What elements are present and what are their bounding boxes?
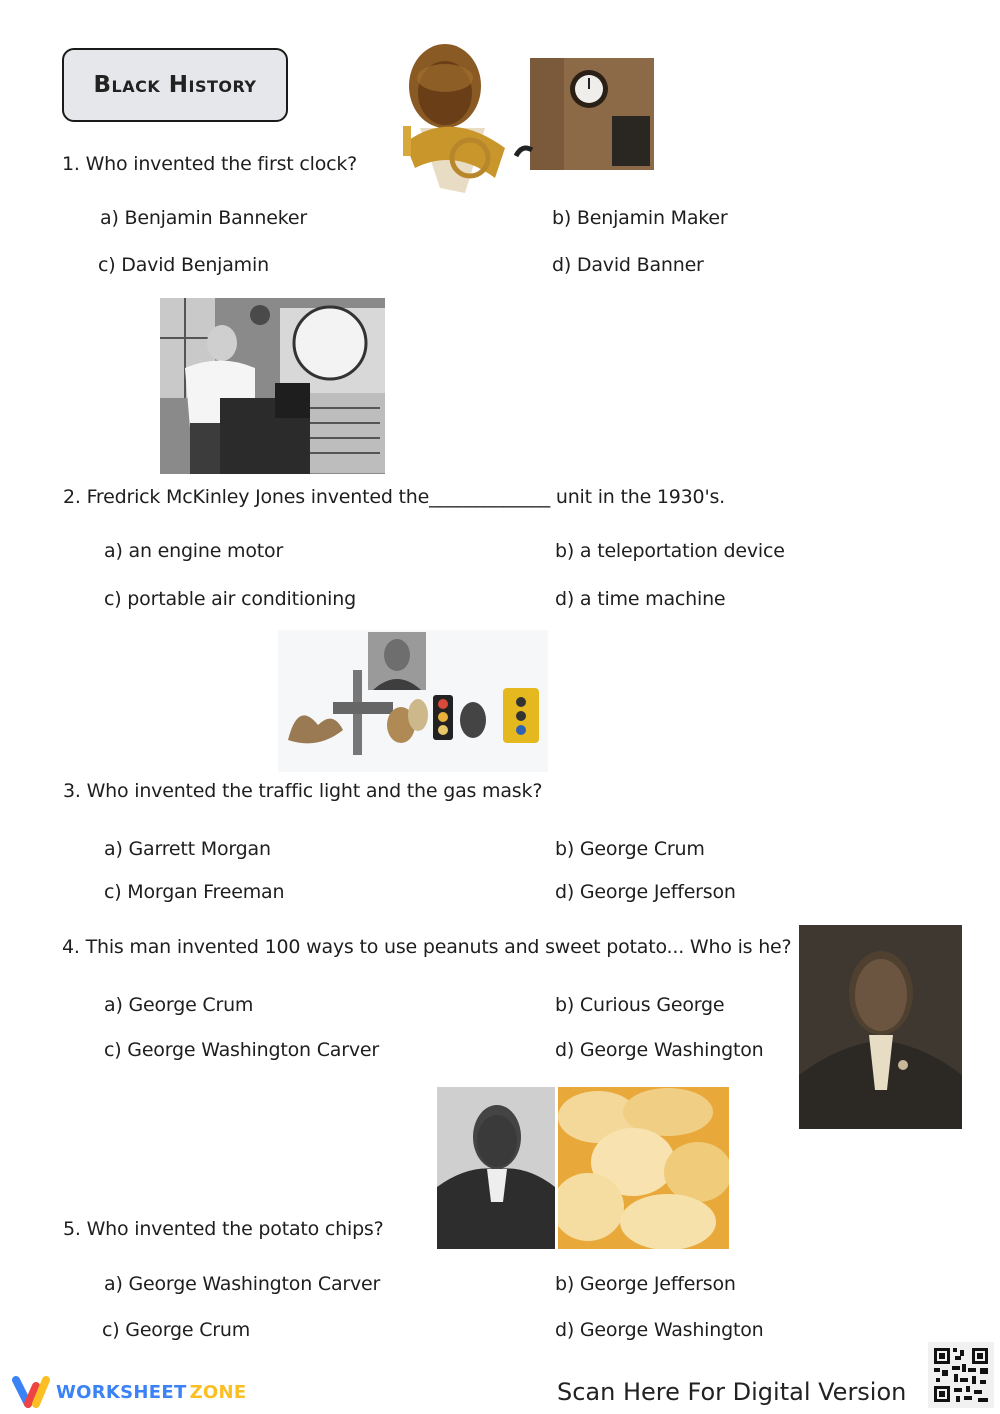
q1-option-b[interactable]: b) Benjamin Maker: [552, 207, 728, 229]
q3-option-b[interactable]: b) George Crum: [555, 838, 705, 860]
question-1-text: 1. Who invented the first clock?: [62, 153, 358, 175]
george-crum-portrait: [437, 1087, 555, 1249]
garrett-morgan-collage: [278, 630, 548, 772]
worksheet-title: Black History: [93, 72, 257, 98]
q5-option-c[interactable]: c) George Crum: [102, 1319, 251, 1341]
q3-option-a[interactable]: a) Garrett Morgan: [104, 838, 271, 860]
worksheetzone-logo[interactable]: [10, 1374, 247, 1410]
q4-option-d[interactable]: d) George Washington: [555, 1039, 764, 1061]
q3-option-d[interactable]: d) George Jefferson: [555, 881, 736, 903]
q1-option-d[interactable]: d) David Banner: [552, 254, 704, 276]
fredrick-jones-photo: [160, 298, 385, 474]
q2-option-d[interactable]: d) a time machine: [555, 588, 726, 610]
q4-option-c[interactable]: c) George Washington Carver: [104, 1039, 379, 1061]
qr-code[interactable]: [928, 1342, 994, 1408]
q4-option-a[interactable]: a) George Crum: [104, 994, 254, 1016]
logo-word-zone: ZONE: [189, 1381, 247, 1403]
worksheet-title-box: [62, 48, 288, 122]
question-5-text: 5. Who invented the potato chips?: [63, 1218, 384, 1240]
qr-code-icon: [928, 1342, 994, 1408]
q5-option-a[interactable]: a) George Washington Carver: [104, 1273, 381, 1295]
q2-option-a[interactable]: a) an engine motor: [104, 540, 284, 562]
q2-option-c[interactable]: c) portable air conditioning: [104, 588, 356, 610]
q4-option-b[interactable]: b) Curious George: [555, 994, 725, 1016]
carver-portrait: [799, 925, 962, 1129]
scan-here-text: Scan Here For Digital Version: [557, 1378, 907, 1406]
question-2-text: 2. Fredrick McKinley Jones invented the_____________ unit in the 1930's.: [63, 486, 726, 508]
q1-option-a[interactable]: a) Benjamin Banneker: [100, 207, 307, 229]
antique-clock-image: [514, 56, 656, 174]
worksheetzone-logo-icon: [10, 1374, 52, 1410]
potato-chips-image: [558, 1087, 729, 1249]
q3-option-c[interactable]: c) Morgan Freeman: [104, 881, 285, 903]
q5-option-b[interactable]: b) George Jefferson: [555, 1273, 736, 1295]
logo-word-worksheet: WORKSHEET: [56, 1381, 187, 1403]
q1-option-c[interactable]: c) David Benjamin: [98, 254, 269, 276]
banneker-bust-image: [395, 38, 513, 193]
q2-option-b[interactable]: b) a teleportation device: [555, 540, 785, 562]
question-3-text: 3. Who invented the traffic light and the gas mask?: [63, 780, 543, 802]
q5-option-d[interactable]: d) George Washington: [555, 1319, 764, 1341]
question-4-text: 4. This man invented 100 ways to use peanuts and sweet potato... Who is he?: [62, 936, 792, 958]
